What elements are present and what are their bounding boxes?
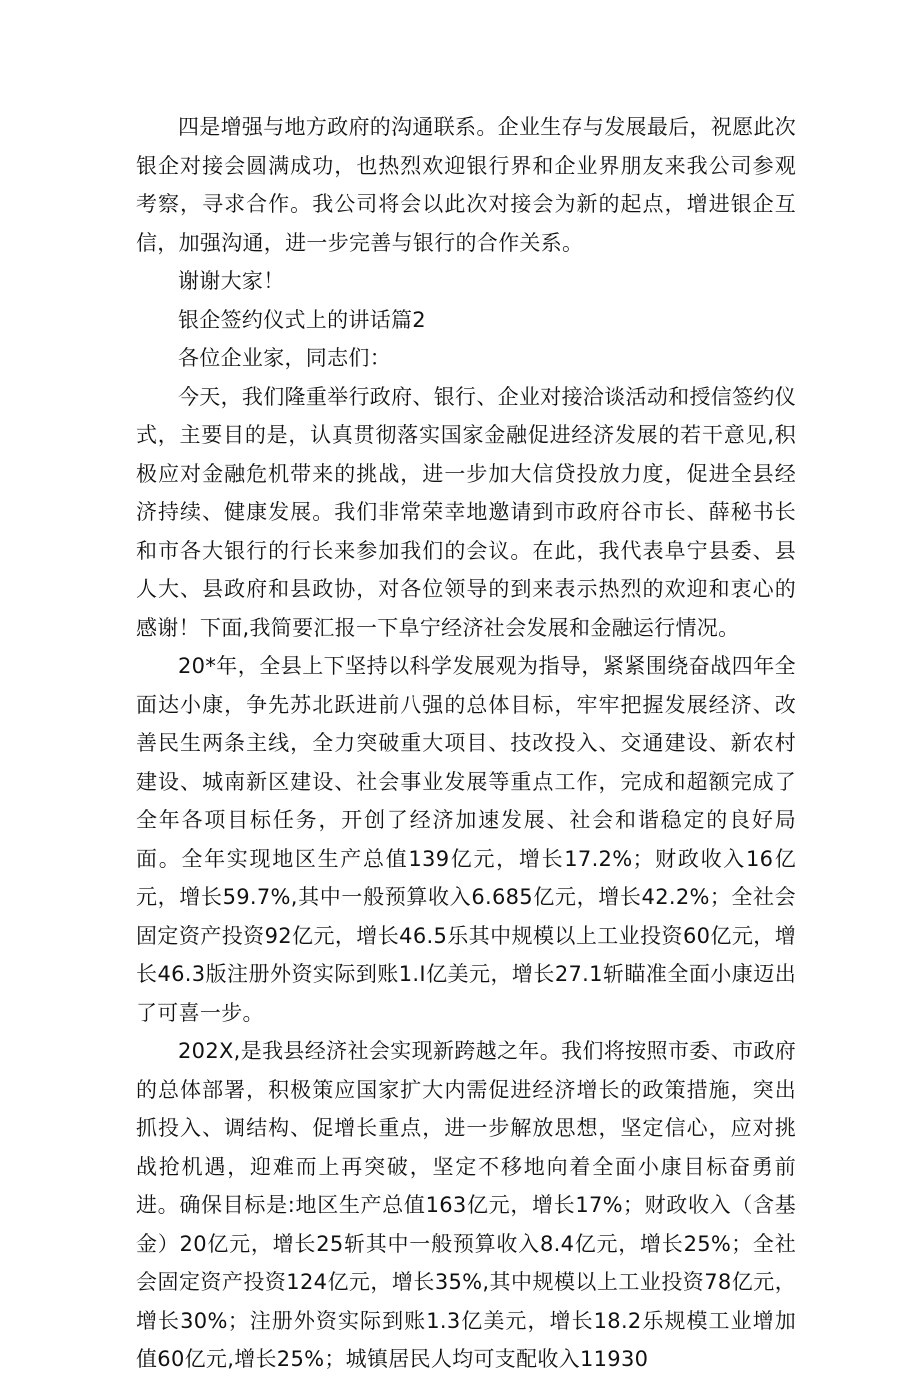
paragraph-this-year-targets: 202X,是我县经济社会实现新跨越之年。我们将按照市委、市政府的总体部署，积极策应国家扩大内需促进经济增长的政策措施，突出抓投入、调结构、促增长重点，进一步解放思想，坚定信心，应对挑战抢机遇，迎难而上再突破，坚定不移地向着全面小康目标奋勇前进。确保目标是:地区生产总值163亿元，增长17%；财政收入（含基金）20亿元，增长25斩其中一般预算收入8.4亿元，增长25%；全社会固定资产投资124亿元，增长35%,其中规模以上工业投资78亿元，增长30%；注册外资实际到账1.3亿美元，增长18.2乐规模工业增加值60亿元,增长25%；城镇居民人均可支配收入11930 — [136, 1039, 796, 1371]
paragraph-salutation: 各位企业家，同志们： — [178, 346, 391, 370]
paragraph-last-year-review: 20*年，全县上下坚持以科学发展观为指导，紧紧围绕奋战四年全面达小康，争先苏北跃进前八强的总体目标，牢牢把握发展经济、改善民生两条主线，全力突破重大项目、技改投入、交通建设、新农村建设、城南新区建设、社会事业发展等重点工作，完成和超额完成了全年各项目标任务，开创了经济加速发展、社会和谐稳定的良好局面。全年实现地区生产总值139亿元，增长17.2%；财政收入16亿元，增长59.7%,其中一般预算收入6.685亿元，增长42.2%；全社会固定资产投资92亿元，增长46.5乐其中规模以上工业投资60亿元，增长46.3版注册外资实际到账1.I亿美元，增长27.1斩瞄准全面小康迈出了可喜一步。 — [136, 654, 796, 1025]
paragraph-thanks: 谢谢大家！ — [178, 269, 285, 293]
section-heading: 银企签约仪式上的讲话篇2 — [178, 307, 426, 332]
document-body — [136, 108, 796, 1379]
paragraph-introduction: 今天，我们隆重举行政府、银行、企业对接洽谈活动和授信签约仪式，主要目的是，认真贯彻落实国家金融促进经济发展的若干意见,积极应对金融危机带来的挑战，进一步加大信贷投放力度，促进全县经济持续、健康发展。我们非常荣幸地邀请到市政府谷市长、薛秘书长和市各大银行的行长来参加我们的会议。在此，我代表阜宁县委、县人大、县政府和县政协，对各位领导的到来表示热烈的欢迎和衷心的感谢！下面,我简要汇报一下阜宁经济社会发展和金融运行情况。 — [136, 384, 796, 640]
paragraph-closing-remarks: 四是增强与地方政府的沟通联系。企业生存与发展最后，祝愿此次银企对接会圆满成功，也热烈欢迎银行界和企业界朋友来我公司参观考察，寻求合作。我公司将会以此次对接会为新的起点，增进银企互信，加强沟通，进一步完善与银行的合作关系。 — [136, 115, 796, 255]
